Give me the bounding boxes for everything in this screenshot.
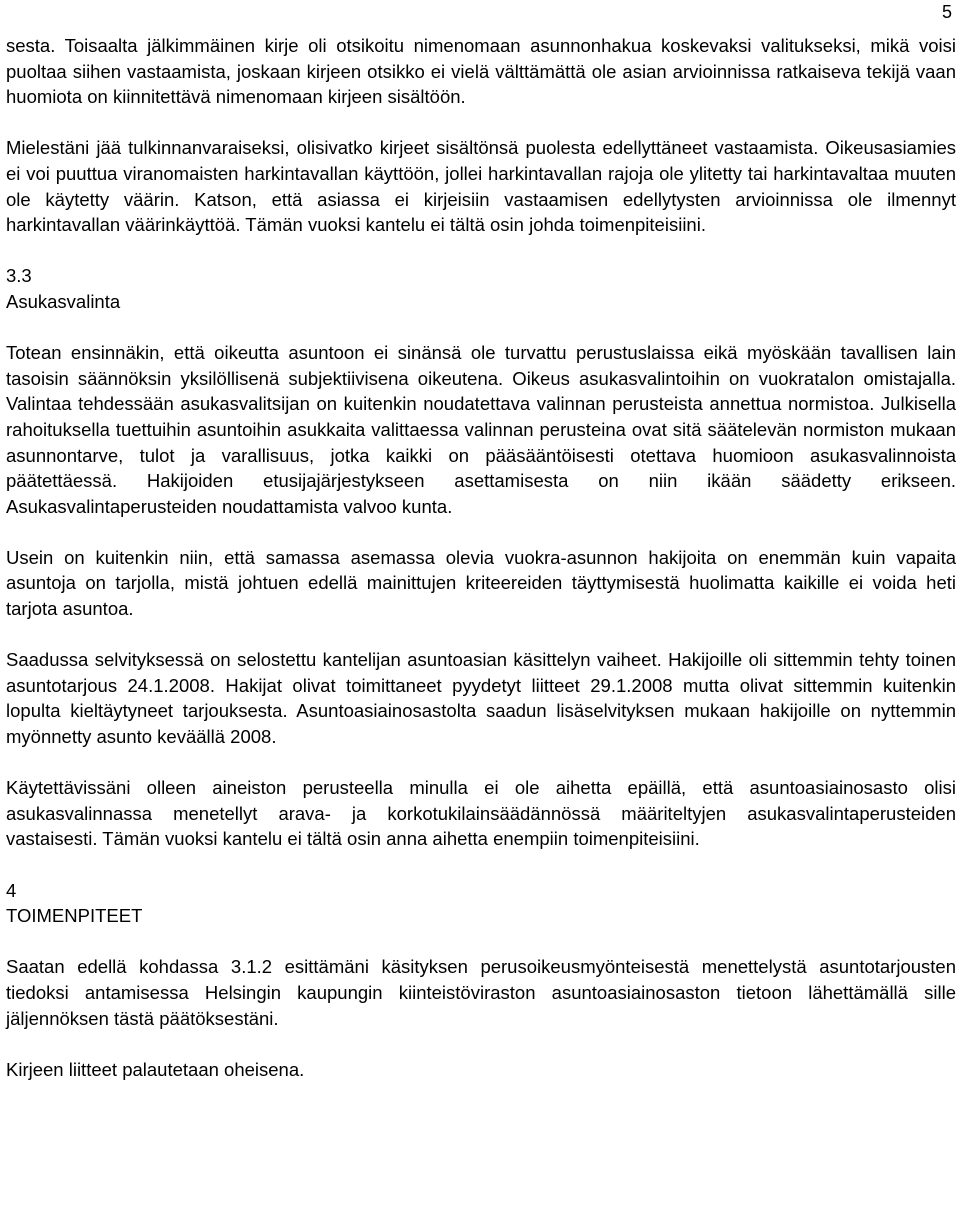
paragraph-attachments: Kirjeen liitteet palautetaan oheisena. (6, 1058, 305, 1080)
section-4-number: 4 (6, 879, 17, 901)
section-4-title: TOIMENPITEET (6, 905, 143, 927)
section-3-3-title: Asukasvalinta (6, 290, 121, 312)
paragraph-discretion: Mielestäni jää tulkinnanvaraiseksi, olisivatko kirjeet sisältönsä puolesta edellyttäneet vastaamista. Oikeusasiamies ei voi puuttua viranomaisten harkintavallan käyttöön, jollei harkintavallan rajoja ole ylitetty tai harkintavaltaa muuten ole käytetty väärin. Katson, että asiassa ei kirjeisiin vastaamisen edellytysten arvioinnissa ole ilmennyt harkintavallan väärinkäyttöä. Tämän vuoksi kantelu ei tältä osin johda toimenpiteisiini. (6, 137, 956, 236)
page-number: 5 (941, 2, 952, 22)
document-body (6, 33, 956, 1082)
section-3-3-number: 3.3 (6, 265, 32, 287)
paragraph-applicants: Usein on kuitenkin niin, että samassa asemassa olevia vuokra-asunnon hakijoita on enemmän kuin vapaita asuntoja on tarjolla, mistä johtuen edellä mainittujen kriteereiden täyttymisestä huolimatta kaikille ei voida heti tarjota asuntoa. (6, 546, 956, 620)
paragraph-housing-right: Totean ensinnäkin, että oikeutta asuntoon ei sinänsä ole turvattu perustuslaissa eikä myöskään tavallisen lain tasoisin säännöksin yksilöllisenä subjektiivisena oikeutena. Oikeus asukasvalintoihin on vuokratalon omistajalla. Valintaa tehdessään asukasvalitsijan on kuitenkin noudatettava valinnan perusteista annettua normistoa. Julkisella rahoituksella tuettuihin asuntoihin asukkaita valittaessa valinnan perusteina ovat sitä säätelevän normiston mukaan asunnontarve, tulot ja varallisuus, jotka kaikki on pääsääntöisesti otettava huomioon asukasvalinnoista päätettäessä. Hakijoiden etusijajärjestykseen asettamisesta on niin ikään säädetty erikseen. Asukasvalintaperusteiden noudattamista valvoo kunta. (6, 342, 956, 517)
paragraph-measures: Saatan edellä kohdassa 3.1.2 esittämäni käsityksen perusoikeusmyönteisestä menettelystä asuntotarjousten tiedoksi antamisessa Helsingin kaupungin kiinteistöviraston asuntoasiainosaston tietoon lähettämällä sille jäljennöksen tästä päätöksestäni. (6, 956, 956, 1029)
paragraph-report: Saadussa selvityksessä on selostettu kantelijan asuntoasian käsittelyn vaiheet. Hakijoille oli sittemmin tehty toinen asuntotarjous 24.1.2008. Hakijat olivat toimittaneet pyydetyt liitteet 29.1.2008 mutta olivat sittemmin kuitenkin lopulta kieltäytyneet tarjouksesta. Asuntoasiainosastolta saadun lisäselvityksen mukaan hakijoille on nyttemmin myönnetty asunto keväällä 2008. (6, 649, 956, 748)
paragraph-assessment: Käytettävissäni olleen aineiston perusteella minulla ei ole aihetta epäillä, että asuntoasiainosasto olisi asukasvalinnassa menetellyt arava- ja korkotukilainsäädännössä määriteltyjen asukasvalintaperusteiden vastaisesti. Tämän vuoksi kantelu ei tältä osin anna aihetta enempiin toimenpiteisiini. (6, 777, 956, 850)
paragraph-letter-content: sesta. Toisaalta jälkimmäinen kirje oli otsikoitu nimenomaan asunnonhakua koskevaksi valitukseksi, mikä voisi puoltaa siihen vastaamista, joskaan kirjeen otsikko ei vielä välttämättä ole asian arvioinnissa ratkaiseva tekijä vaan huomiota on kiinnitettävä nimenomaan kirjeen sisältöön. (6, 35, 956, 108)
